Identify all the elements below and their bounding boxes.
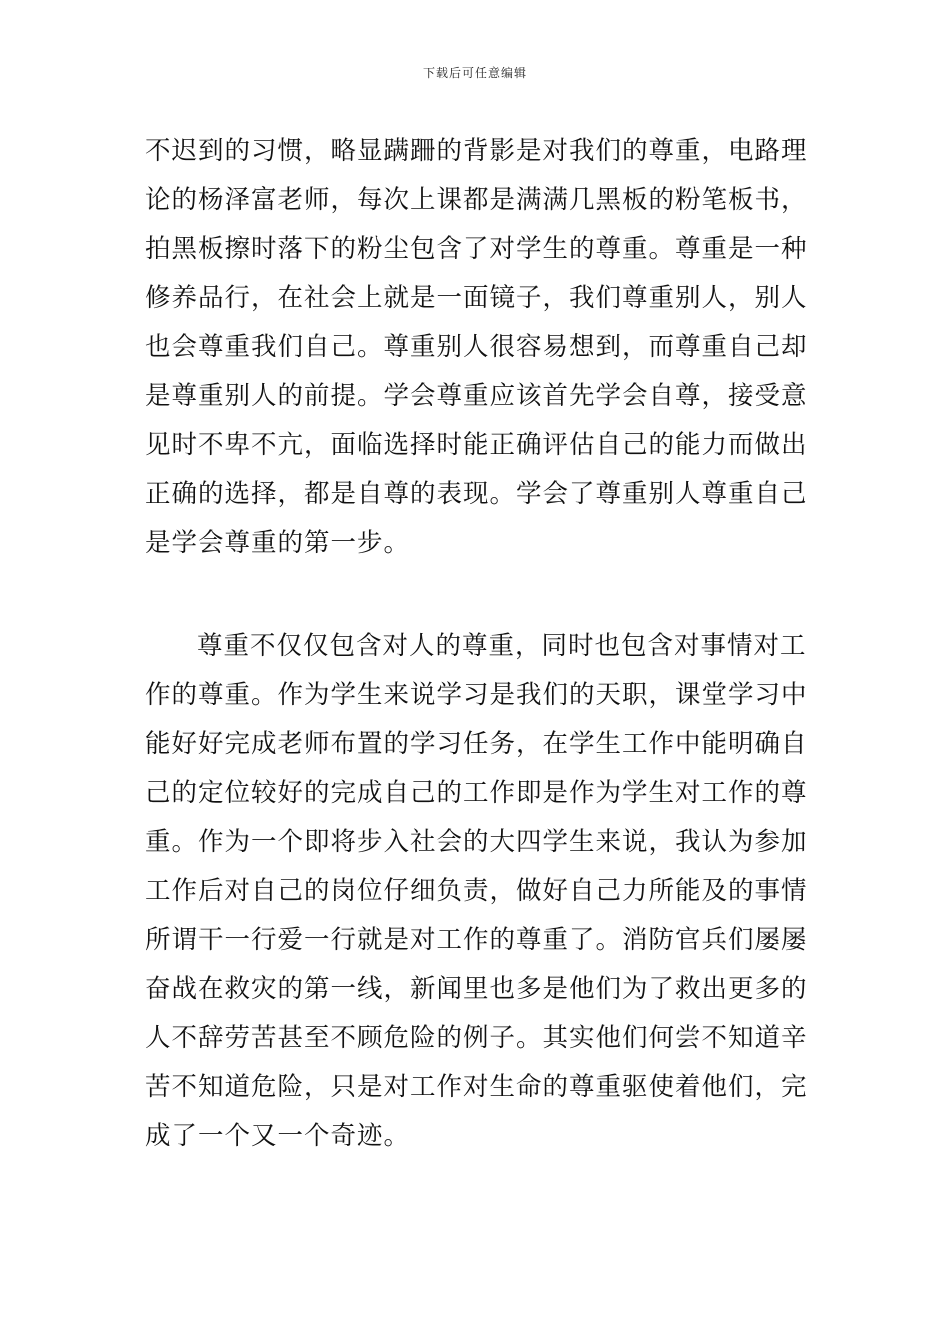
text-line: 修养品行，在社会上就是一面镜子，我们尊重别人，别人 xyxy=(145,283,808,313)
text-line: 重。作为一个即将步入社会的大四学生来说，我认为参加 xyxy=(145,827,808,857)
text-line: 成了一个又一个奇迹。 xyxy=(145,1121,411,1151)
text-line: 不迟到的习惯，略显蹒跚的背影是对我们的尊重，电路理 xyxy=(145,136,808,166)
text-line: 拍黑板擦时落下的粉尘包含了对学生的尊重。尊重是一种 xyxy=(145,234,808,264)
paragraph-2 xyxy=(145,622,810,1161)
text-line: 尊重不仅仅包含对人的尊重，同时也包含对事情对工 xyxy=(197,631,807,661)
text-line: 是尊重别人的前提。学会尊重应该首先学会自尊，接受意 xyxy=(145,381,808,411)
text-line: 作的尊重。作为学生来说学习是我们的天职，课堂学习中 xyxy=(145,680,808,710)
text-line: 也会尊重我们自己。尊重别人很容易想到，而尊重自己却 xyxy=(145,332,808,362)
text-line: 人不辞劳苦甚至不顾危险的例子。其实他们何尝不知道辛 xyxy=(145,1023,808,1053)
text-line: 论的杨泽富老师，每次上课都是满满几黑板的粉笔板书， xyxy=(145,185,808,215)
text-line: 能好好完成老师布置的学习任务，在学生工作中能明确自 xyxy=(145,729,808,759)
page-header-note: 下载后可任意编辑 xyxy=(422,66,527,80)
text-line: 己的定位较好的完成自己的工作即是作为学生对工作的尊 xyxy=(145,778,808,808)
text-line: 苦不知道危险，只是对工作对生命的尊重驱使着他们，完 xyxy=(145,1072,808,1102)
text-line: 见时不卑不亢，面临选择时能正确评估自己的能力而做出 xyxy=(145,430,808,460)
text-line: 是学会尊重的第一步。 xyxy=(145,528,411,558)
text-line: 所谓干一行爱一行就是对工作的尊重了。消防官兵们屡屡 xyxy=(145,925,808,955)
text-line: 工作后对自己的岗位仔细负责，做好自己力所能及的事情 xyxy=(145,876,808,906)
text-line: 正确的选择，都是自尊的表现。学会了尊重别人尊重自己 xyxy=(145,479,808,509)
paragraph-1 xyxy=(145,127,810,568)
text-line: 奋战在救灾的第一线，新闻里也多是他们为了救出更多的 xyxy=(145,974,808,1004)
